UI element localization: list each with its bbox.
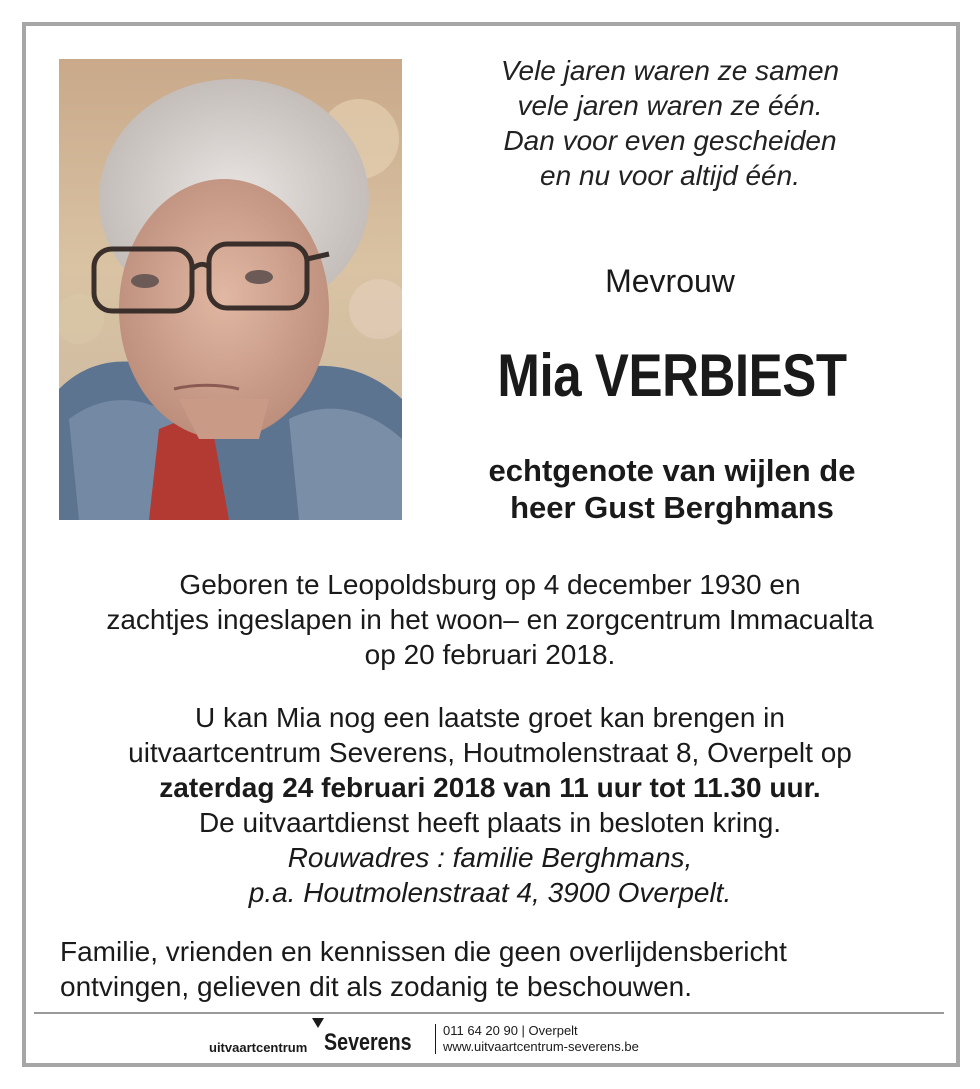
notice-paragraph xyxy=(60,934,940,1004)
poem-line: vele jaren waren ze één. xyxy=(517,90,823,121)
notice-line: ontvingen, gelieven dit als zodanig te beschouwen. xyxy=(60,971,692,1002)
birth-line: zachtjes ingeslapen in het woon– en zorgcentrum Immacualta xyxy=(106,604,874,635)
footer-separator xyxy=(435,1024,436,1054)
birth-death-paragraph xyxy=(40,567,940,672)
logo-text-brand: Severens xyxy=(324,1029,412,1056)
birth-line: Geboren te Leopoldsburg op 4 december 1930 en xyxy=(179,569,801,600)
logo-text-small: uitvaartcentrum xyxy=(209,1040,308,1055)
spouse-line: echtgenote van wijlen de xyxy=(488,453,856,488)
birth-line: op 20 februari 2018. xyxy=(364,639,616,670)
farewell-paragraph xyxy=(40,700,940,910)
poem xyxy=(430,53,910,193)
mourning-address-line: Rouwadres : familie Berghmans, xyxy=(287,842,693,873)
poem-line: en nu voor altijd één. xyxy=(540,160,800,191)
contact-website: www.uitvaartcentrum-severens.be xyxy=(443,1039,639,1054)
portrait-photo xyxy=(59,59,402,520)
spouse-info xyxy=(430,452,914,526)
notice-line: Familie, vrienden en kennissen die geen overlijdensbericht xyxy=(60,936,787,967)
farewell-datetime: zaterdag 24 februari 2018 van 11 uur tot 11.30 uur. xyxy=(159,772,821,803)
contact-phone-location: 011 64 20 90 | Overpelt xyxy=(443,1023,578,1038)
triangle-icon xyxy=(312,1018,324,1028)
poem-line: Vele jaren waren ze samen xyxy=(500,55,840,86)
footer xyxy=(0,1016,980,1056)
poem-line: Dan voor even gescheiden xyxy=(503,125,837,156)
mourning-address-line: p.a. Houtmolenstraat 4, 3900 Overpelt. xyxy=(248,877,732,908)
farewell-line: uitvaartcentrum Severens, Houtmolenstraat 8, Overpelt op xyxy=(128,737,852,768)
farewell-line: U kan Mia nog een laatste groet kan brengen in xyxy=(195,702,785,733)
farewell-line: De uitvaartdienst heeft plaats in besloten kring. xyxy=(198,807,782,838)
honorific: Mevrouw xyxy=(605,263,735,299)
spouse-line: heer Gust Berghmans xyxy=(510,490,834,525)
deceased-name: Mia VERBIEST xyxy=(497,342,847,409)
footer-divider xyxy=(34,1012,944,1014)
portrait-image xyxy=(59,59,402,520)
